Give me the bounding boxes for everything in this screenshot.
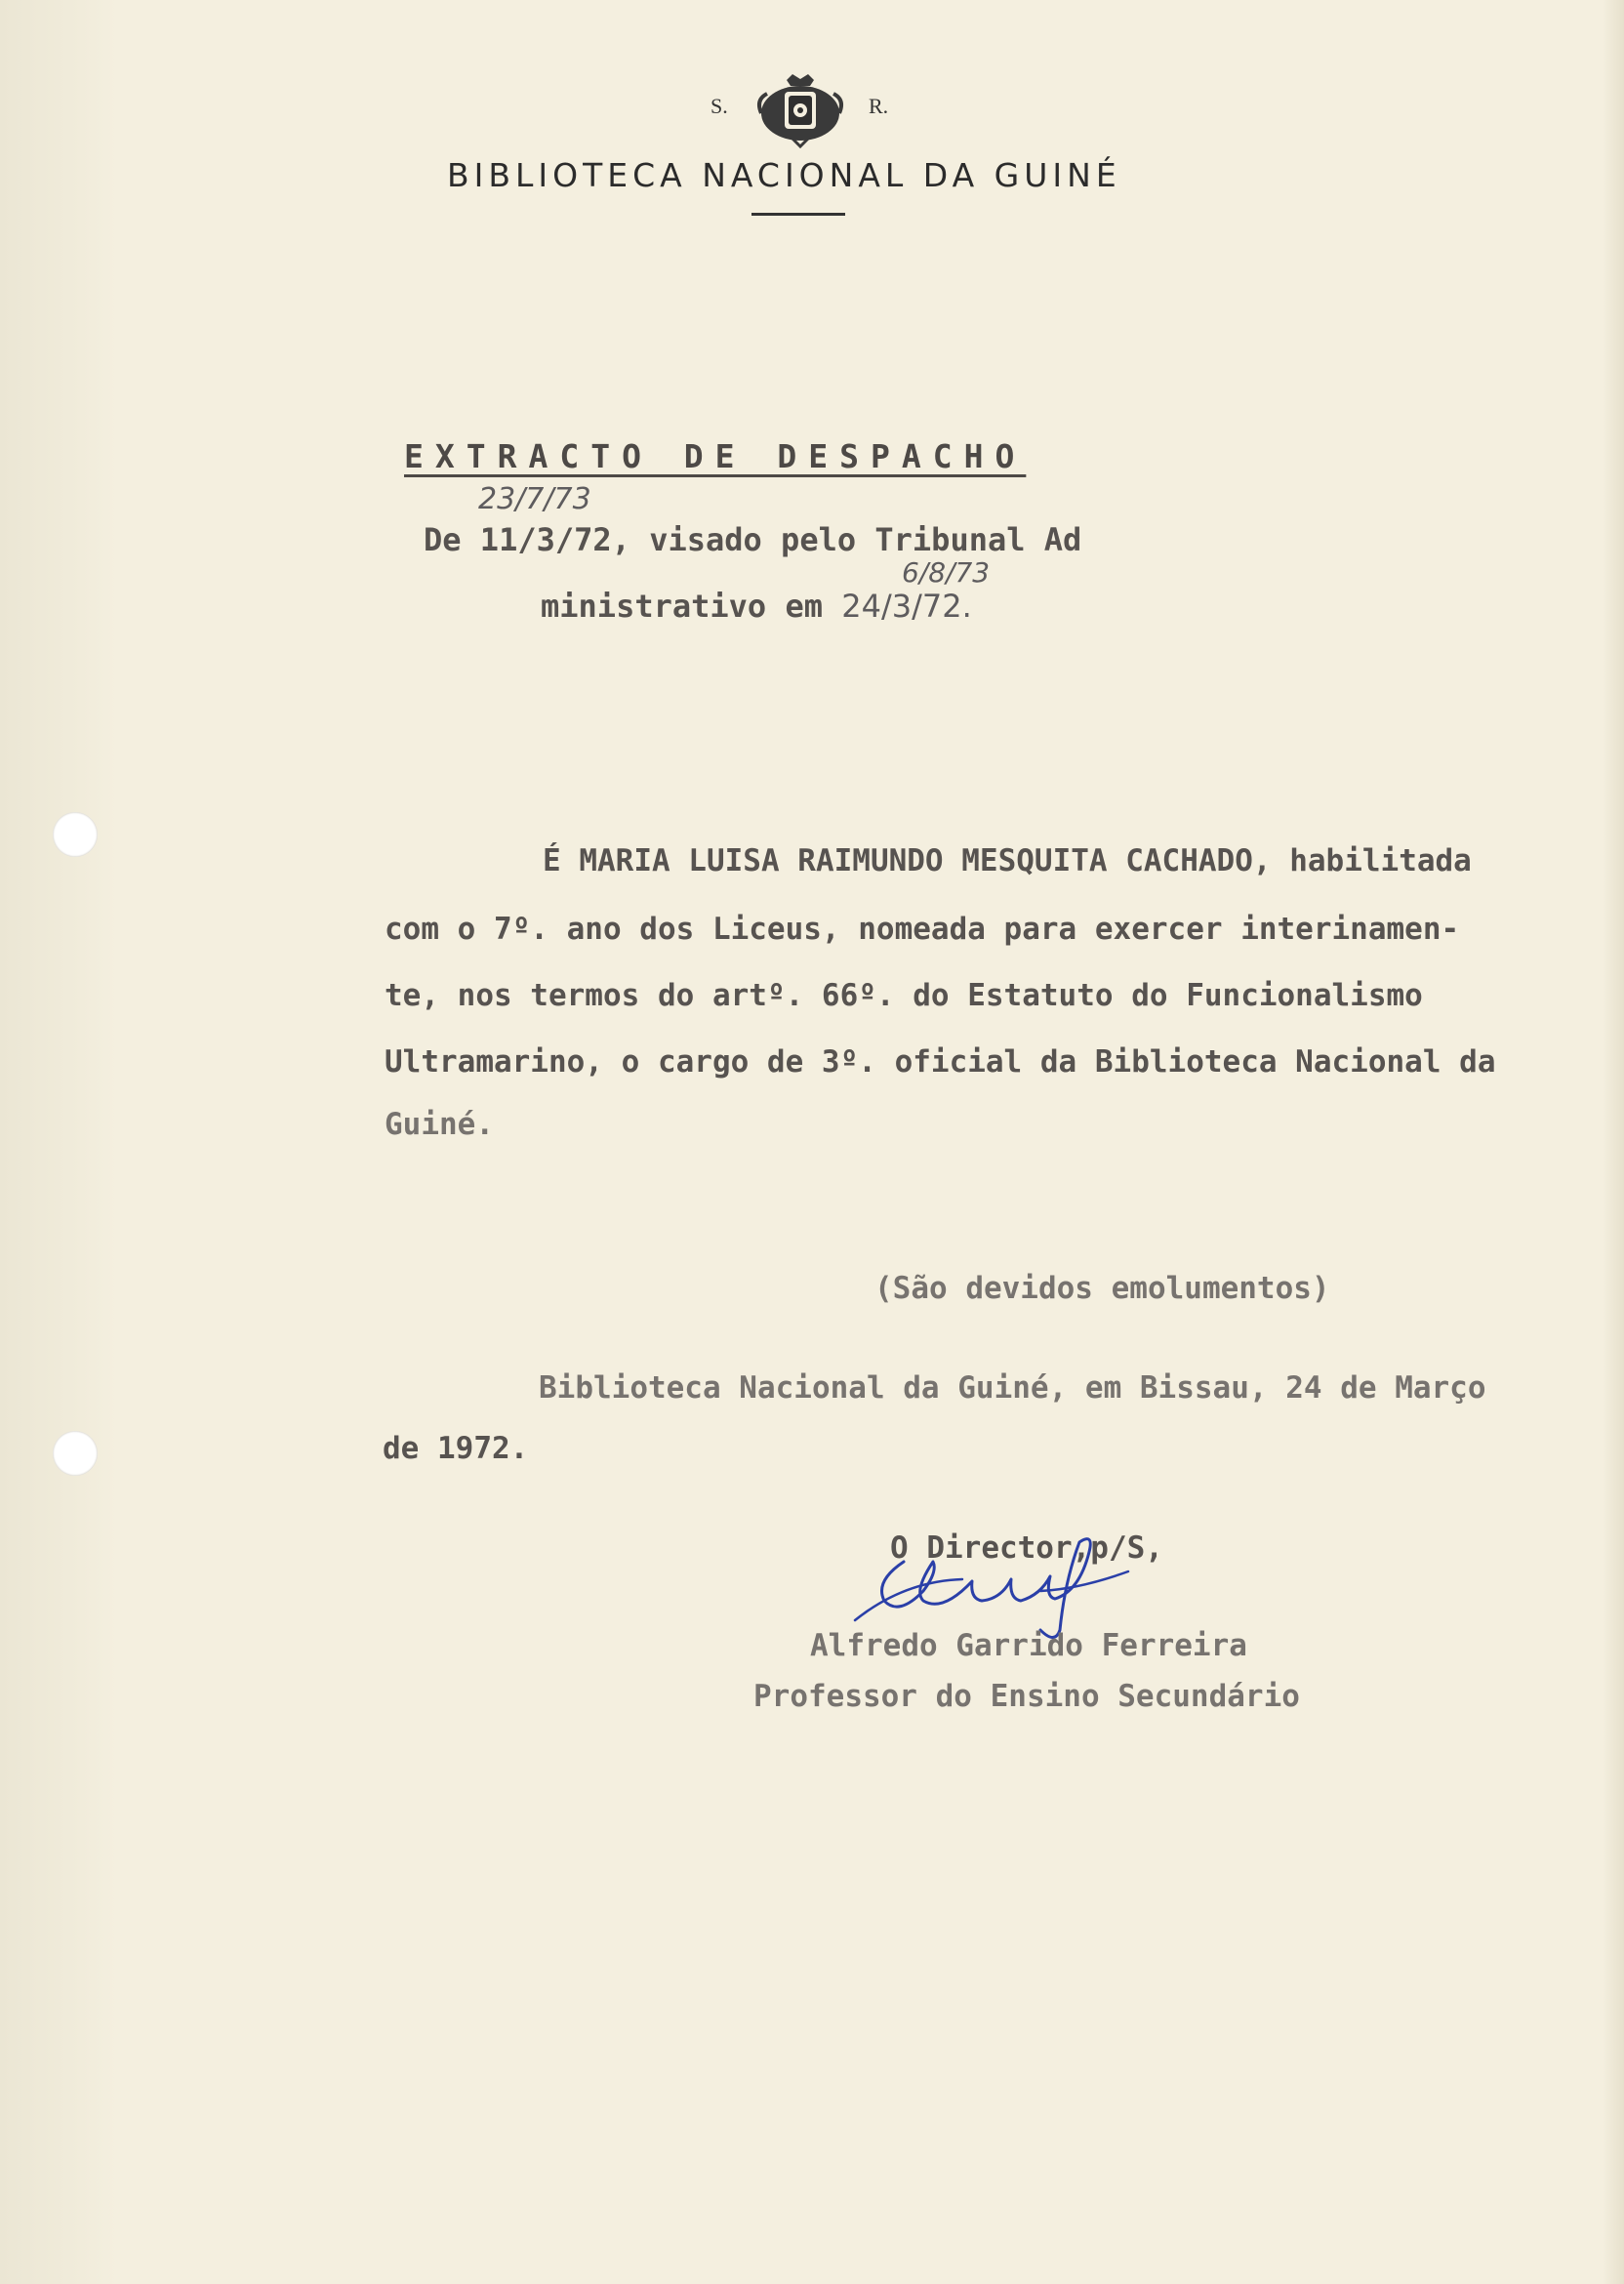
body-line-4: Ultramarino, o cargo de 3º. oficial da Biblioteca Nacional da (385, 1044, 1496, 1080)
punch-hole-upper (53, 812, 98, 857)
heading-line-2-date: 24/3/72. (841, 588, 972, 625)
place-date-line-1: Biblioteca Nacional da Guiné, em Bissau, 24 de Março (539, 1370, 1486, 1406)
letterhead-left-initial: S. (710, 94, 728, 118)
heading-line-1: De 11/3/72, visado pelo Tribunal Ad (424, 521, 1082, 558)
heading-line-2-prefix: ministrativo em (541, 588, 823, 625)
place-date-line-2: de 1972. (383, 1431, 529, 1466)
signatory-role: O Director,p/S, (890, 1530, 1163, 1566)
document-title: EXTRACTO DE DESPACHO (404, 437, 1027, 475)
signatory-title: Professor do Ensino Secundário (753, 1679, 1300, 1714)
punch-hole-lower (53, 1431, 98, 1476)
page-left-shading (0, 0, 117, 2284)
letterhead-institution: BIBLIOTECA NACIONAL DA GUINÉ (447, 156, 1121, 194)
letterhead-right-initial: R. (869, 94, 889, 118)
body-line-2: com o 7º. ano dos Liceus, nomeada para exercer interinamen- (385, 912, 1460, 947)
page-right-edge (1603, 0, 1624, 2284)
coat-of-arms-icon (753, 70, 847, 148)
handwritten-annotation-top: 23/7/73 (478, 482, 591, 516)
handwritten-annotation-mid: 6/8/73 (902, 556, 991, 589)
emoluments-note: (São devidos emolumentos) (874, 1271, 1330, 1306)
body-line-1: É MARIA LUISA RAIMUNDO MESQUITA CACHADO, habilitada (543, 843, 1472, 878)
body-line-5: Guiné. (385, 1107, 494, 1142)
heading-line-2 (541, 588, 972, 625)
letterhead-rule (751, 213, 845, 216)
body-line-3: te, nos termos do artº. 66º. do Estatuto do Funcionalismo (385, 978, 1423, 1013)
signatory-name: Alfredo Garrido Ferreira (810, 1628, 1247, 1663)
